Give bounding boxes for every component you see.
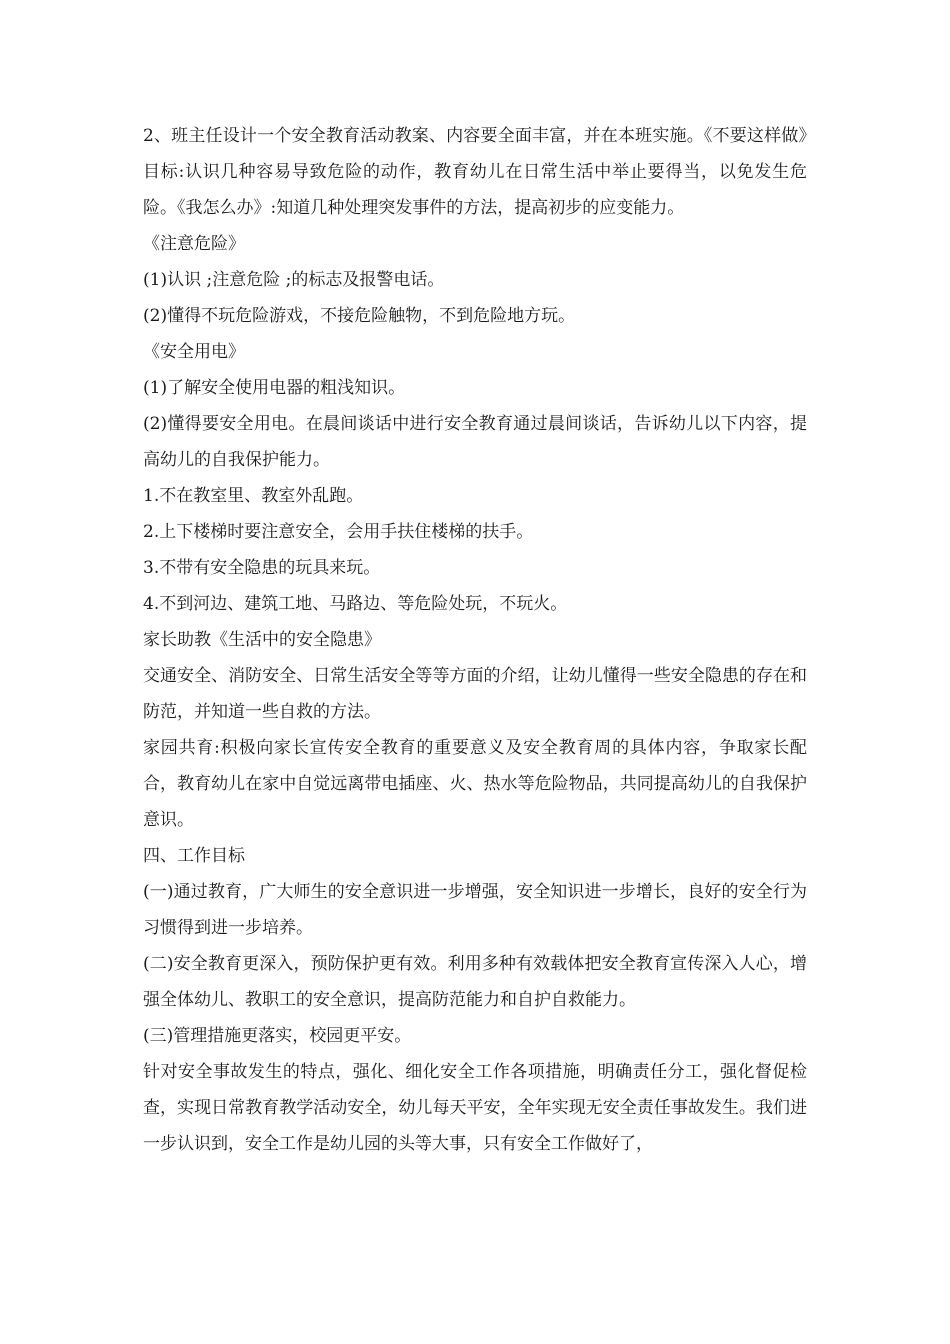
- list-item: 3.不带有安全隐患的玩具来玩。: [143, 558, 381, 578]
- document-body: [143, 118, 807, 1162]
- paragraph-activity-plan: 2、班主任设计一个安全教育活动教案、内容要全面丰富，并在本班实施。《不要这样做》目标:认识几种容易导致危险的动作，教育幼儿在日常生活中举止要得当，以免发生危险。《我怎么办》:知道几种处理突发事件的方法，提高初步的应变能力。: [143, 126, 807, 218]
- heading-electric-safety: 《安全用电》: [143, 342, 245, 362]
- paragraph-measures: 针对安全事故发生的特点，强化、细化安全工作各项措施，明确责任分工，强化督促检查，实现日常教育教学活动安全，幼儿每天平安，全年实现无安全责任事故发生。我们进一步认识到，安全工作是幼儿园的头等大事，只有安全工作做好了，: [143, 1062, 807, 1154]
- list-item: 2.上下楼梯时要注意安全，会用手扶住楼梯的扶手。: [143, 522, 534, 542]
- section-heading-goals: 四、工作目标: [143, 846, 245, 866]
- list-item: 1.不在教室里、教室外乱跑。: [143, 486, 364, 506]
- list-item: (1)认识 ;注意危险 ;的标志及报警电话。: [143, 270, 445, 290]
- list-item: (2)懂得不玩危险游戏，不接危险触物，不到危险地方玩。: [143, 306, 576, 326]
- list-item: 4.不到河边、建筑工地、马路边、等危险处玩，不玩火。: [143, 594, 568, 614]
- heading-attention-danger: 《注意危险》: [143, 234, 245, 254]
- list-item: (二)安全教育更深入，预防保护更有效。利用多种有效载体把安全教育宣传深入人心，增强全体幼儿、教职工的安全意识，提高防范能力和自护自救能力。: [143, 954, 807, 1010]
- paragraph-home-school: 家园共育:积极向家长宣传安全教育的重要意义及安全教育周的具体内容，争取家长配合，教育幼儿在家中自觉远离带电插座、火、热水等危险物品，共同提高幼儿的自我保护意识。: [143, 738, 807, 830]
- heading-parent-assist: 家长助教《生活中的安全隐患》: [143, 630, 381, 650]
- list-item: (三)管理措施更落实，校园更平安。: [143, 1026, 412, 1046]
- list-item: (2)懂得要安全用电。在晨间谈话中进行安全教育通过晨间谈话，告诉幼儿以下内容，提高幼儿的自我保护能力。: [143, 414, 807, 470]
- paragraph-safety-intro: 交通安全、消防安全、日常生活安全等等方面的介绍，让幼儿懂得一些安全隐患的存在和防范，并知道一些自救的方法。: [143, 666, 807, 722]
- list-item: (一)通过教育，广大师生的安全意识进一步增强，安全知识进一步增长，良好的安全行为习惯得到进一步培养。: [143, 882, 807, 938]
- list-item: (1)了解安全使用电器的粗浅知识。: [143, 378, 406, 398]
